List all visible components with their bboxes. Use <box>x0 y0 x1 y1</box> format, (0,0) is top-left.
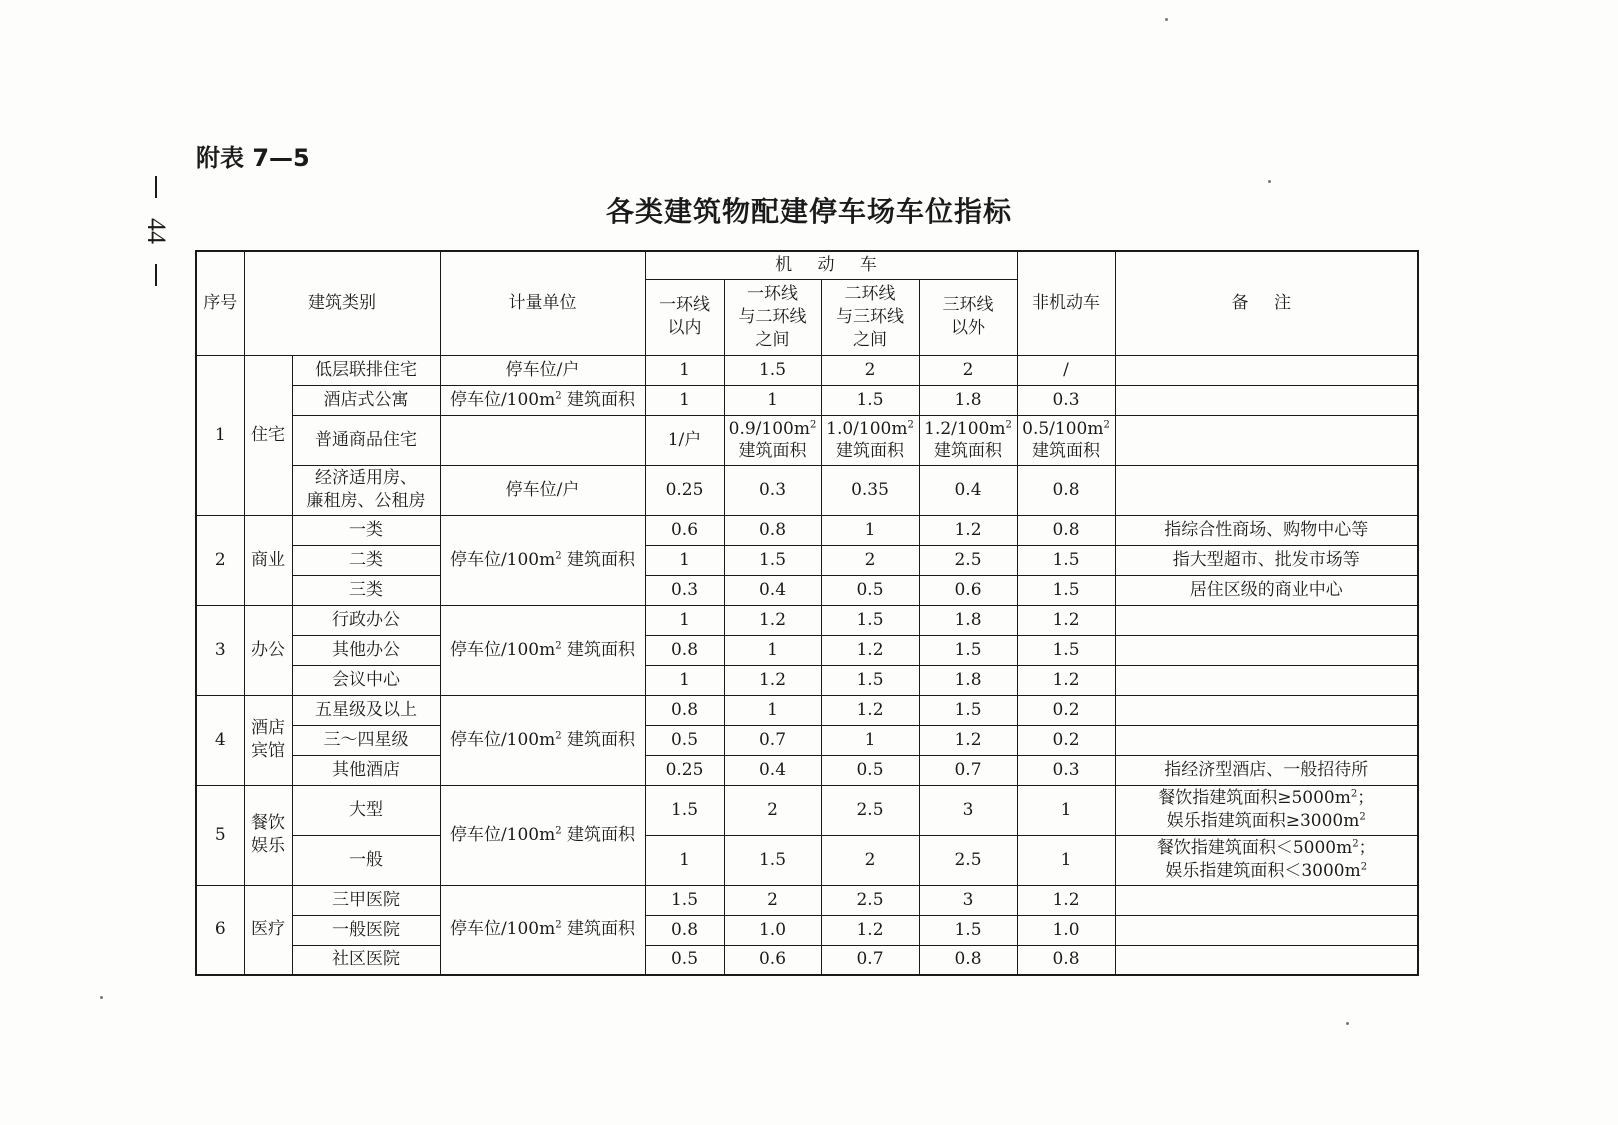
unit-cell <box>440 605 645 695</box>
header-unit: 计量单位 <box>440 251 645 355</box>
subcategory-cell: 其他办公 <box>292 635 440 665</box>
header-row-1 <box>196 251 1418 279</box>
table-row <box>196 515 1418 545</box>
unit-text-suffix: 建筑面积 <box>561 549 636 570</box>
value-c4-superscript: 2 <box>1005 419 1012 431</box>
subcategory-cell: 普通商品住宅 <box>292 415 440 465</box>
unit-text-prefix: 停车位/100m <box>449 729 556 750</box>
value-c3: 1 <box>821 515 919 545</box>
subcategory-cell: 社区医院 <box>292 945 440 975</box>
value-nm-line-1 <box>1020 418 1113 440</box>
value-c3-line-2: 建筑面积 <box>836 441 904 461</box>
unit-text-suffix: 建筑面积 <box>561 919 636 940</box>
unit-superscript: 2 <box>555 549 562 561</box>
value-c3: 2.5 <box>821 885 919 915</box>
value-nm: 0.3 <box>1017 385 1115 415</box>
value-c2: 0.6 <box>724 945 821 975</box>
value-nm: 0.8 <box>1017 945 1115 975</box>
remark-cell <box>1115 415 1418 465</box>
value-c2: 1.2 <box>724 605 821 635</box>
value-c3-line-1 <box>824 418 917 440</box>
remark-cell: 指经济型酒店、一般招待所 <box>1115 755 1418 785</box>
value-nm: 1.2 <box>1017 665 1115 695</box>
value-c2: 0.7 <box>724 725 821 755</box>
header-ring12-line-1: 一环线 <box>747 283 798 304</box>
value-nm: 1.0 <box>1017 915 1115 945</box>
value-nm-value: 0.5/100m <box>1022 419 1104 439</box>
value-c2-line-1 <box>727 418 819 440</box>
remark-punct: ； <box>1358 838 1376 858</box>
page-number-value: 44 <box>142 218 171 244</box>
table-row <box>196 635 1418 665</box>
header-ring23-line-3: 之间 <box>853 329 887 350</box>
value-c3: 1.2 <box>821 915 919 945</box>
table-row <box>196 545 1418 575</box>
value-nm: / <box>1017 355 1115 385</box>
subcategory-cell: 三类 <box>292 575 440 605</box>
unit-text-prefix: 停车位/100m <box>449 919 556 940</box>
value-c4: 2.5 <box>919 835 1017 885</box>
table-row <box>196 885 1418 915</box>
value-c2: 0.4 <box>724 575 821 605</box>
value-c3: 1.2 <box>821 695 919 725</box>
value-c3: 2 <box>821 545 919 575</box>
remark-line-2 <box>1118 860 1416 883</box>
remark-punct: ； <box>1357 788 1375 808</box>
value-c2-superscript: 2 <box>809 419 817 431</box>
subcategory-cell <box>292 465 440 515</box>
value-c3: 1.5 <box>821 665 919 695</box>
unit-cell <box>440 415 645 465</box>
value-c3: 0.5 <box>821 575 919 605</box>
value-c1: 0.8 <box>645 695 724 725</box>
remark-cell <box>1115 465 1418 515</box>
value-c2: 1.0 <box>724 915 821 945</box>
unit-cell <box>440 385 645 415</box>
value-c1: 0.5 <box>645 945 724 975</box>
remark-text: 餐饮指建筑面积＜5000m <box>1156 838 1353 858</box>
seq-cell: 2 <box>196 515 244 605</box>
unit-text-suffix: 建筑面积 <box>561 639 636 660</box>
remark-cell <box>1115 695 1418 725</box>
unit-cell <box>440 885 645 975</box>
subcategory-cell: 行政办公 <box>292 605 440 635</box>
unit-superscript: 2 <box>555 824 562 836</box>
category-line-2: 娱乐 <box>251 836 285 856</box>
value-c1: 1/户 <box>645 415 724 465</box>
unit-superscript: 2 <box>555 389 562 401</box>
remark-cell <box>1115 385 1418 415</box>
seq-cell: 6 <box>196 885 244 975</box>
value-c4: 0.4 <box>919 465 1017 515</box>
table-row <box>196 665 1418 695</box>
category-cell <box>244 785 292 885</box>
unit-cell <box>440 515 645 605</box>
annex-label: 附表 7—5 <box>196 144 310 172</box>
header-category: 建筑类别 <box>244 251 440 355</box>
value-c4: 1.8 <box>919 605 1017 635</box>
value-c1: 1 <box>645 835 724 885</box>
remark-cell <box>1115 605 1418 635</box>
value-nm: 1.5 <box>1017 545 1115 575</box>
value-c4-line-1 <box>922 418 1015 440</box>
header-ring12-line-2: 与二环线 <box>738 306 807 327</box>
table-row <box>196 755 1418 785</box>
remark-cell <box>1115 915 1418 945</box>
value-nm: 0.8 <box>1017 465 1115 515</box>
value-nm: 1 <box>1017 785 1115 835</box>
header-ring3 <box>919 279 1017 355</box>
header-ring1-line-2: 以内 <box>667 318 702 338</box>
remark-line-1 <box>1118 787 1416 810</box>
table-row <box>196 575 1418 605</box>
value-c4: 0.8 <box>919 945 1017 975</box>
value-nm: 0.2 <box>1017 695 1115 725</box>
remark-cell <box>1115 945 1418 975</box>
remark-text: 餐饮指建筑面积≥5000m <box>1158 788 1351 808</box>
value-c2: 1.2 <box>724 665 821 695</box>
value-c2-line-2: 建筑面积 <box>738 441 807 461</box>
parking-standards-table <box>195 250 1419 976</box>
unit-superscript: 2 <box>555 919 562 931</box>
value-c2: 0.4 <box>724 755 821 785</box>
subcategory-cell: 二类 <box>292 545 440 575</box>
value-c2: 2 <box>724 785 821 835</box>
remark-cell <box>1115 665 1418 695</box>
remark-cell <box>1115 885 1418 915</box>
header-ring3-line-2: 以外 <box>951 318 985 338</box>
value-c4: 1.8 <box>919 665 1017 695</box>
unit-text-suffix: 建筑面积 <box>561 729 636 750</box>
value-c2-value: 0.9/100m <box>728 419 810 439</box>
scan-speck <box>1165 18 1168 21</box>
value-nm: 0.3 <box>1017 755 1115 785</box>
unit-cell <box>440 465 645 515</box>
value-c1: 1.5 <box>645 785 724 835</box>
table-row <box>196 355 1418 385</box>
header-nonmotor: 非机动车 <box>1017 251 1115 355</box>
value-c3: 1.5 <box>821 605 919 635</box>
value-c3 <box>821 415 919 465</box>
value-nm-superscript: 2 <box>1103 419 1110 431</box>
table-row <box>196 945 1418 975</box>
value-c3: 1 <box>821 725 919 755</box>
value-c2: 2 <box>724 885 821 915</box>
value-c2: 0.8 <box>724 515 821 545</box>
value-c4: 3 <box>919 785 1017 835</box>
value-c1: 0.25 <box>645 465 724 515</box>
remark-cell <box>1115 635 1418 665</box>
unit-text-prefix: 停车位/100m <box>449 549 556 570</box>
category-cell: 医疗 <box>244 885 292 975</box>
value-c4: 1.2 <box>919 725 1017 755</box>
subcategory-cell: 酒店式公寓 <box>292 385 440 415</box>
scan-speck <box>1268 180 1271 183</box>
unit-cell <box>440 785 645 885</box>
remark-line-2 <box>1118 810 1416 833</box>
header-ring3-line-1: 三环线 <box>942 295 994 315</box>
subcategory-cell: 大型 <box>292 785 440 835</box>
table-title: 各类建筑物配建停车场车位指标 <box>605 195 1012 228</box>
header-ring12-line-3: 之间 <box>755 329 790 350</box>
unit-superscript: 2 <box>555 639 562 651</box>
unit-text: 停车位/户 <box>505 479 580 500</box>
value-c3: 2 <box>821 355 919 385</box>
subcategory-cell: 三甲医院 <box>292 885 440 915</box>
header-remark: 备 注 <box>1115 251 1418 355</box>
value-c4-value: 1.2/100m <box>924 419 1006 439</box>
subcategory-line-1: 经济适用房、 <box>315 468 417 488</box>
header-ring23-line-1: 二环线 <box>844 283 896 304</box>
subcategory-cell: 其他酒店 <box>292 755 440 785</box>
category-cell <box>244 695 292 785</box>
table-row <box>196 915 1418 945</box>
value-c4: 2 <box>919 355 1017 385</box>
remark-superscript: 2 <box>1359 811 1366 823</box>
value-c1: 0.8 <box>645 915 724 945</box>
unit-cell <box>440 355 645 385</box>
category-cell: 办公 <box>244 605 292 695</box>
table-row <box>196 415 1418 465</box>
remark-text: 娱乐指建筑面积≥3000m <box>1166 811 1360 831</box>
remark-superscript: 2 <box>1350 788 1358 800</box>
value-c3: 0.7 <box>821 945 919 975</box>
seq-cell: 5 <box>196 785 244 885</box>
remark-cell <box>1115 725 1418 755</box>
remark-text: 娱乐指建筑面积＜3000m <box>1165 861 1361 881</box>
value-c4: 1.8 <box>919 385 1017 415</box>
table-row <box>196 785 1418 835</box>
value-nm-line-2: 建筑面积 <box>1032 441 1100 461</box>
unit-text-suffix: 建筑面积 <box>561 389 636 410</box>
value-c3-value: 1.0/100m <box>826 419 908 439</box>
scan-speck <box>100 996 103 999</box>
header-motor: 机 动 车 <box>645 251 1017 279</box>
category-cell: 商业 <box>244 515 292 605</box>
subcategory-cell: 低层联排住宅 <box>292 355 440 385</box>
value-c4: 1.2 <box>919 515 1017 545</box>
seq-cell: 4 <box>196 695 244 785</box>
value-c3: 1.2 <box>821 635 919 665</box>
table-row <box>196 725 1418 755</box>
remark-line-1 <box>1118 837 1416 860</box>
subcategory-cell: 一类 <box>292 515 440 545</box>
value-c2: 0.3 <box>724 465 821 515</box>
value-c2: 1.5 <box>724 355 821 385</box>
unit-text-suffix: 建筑面积 <box>561 824 636 845</box>
remark-cell: 居住区级的商业中心 <box>1115 575 1418 605</box>
value-nm: 1.5 <box>1017 575 1115 605</box>
value-c1: 0.6 <box>645 515 724 545</box>
seq-cell: 1 <box>196 355 244 515</box>
value-c1: 1 <box>645 665 724 695</box>
value-nm: 1.2 <box>1017 605 1115 635</box>
unit-superscript: 2 <box>555 729 562 741</box>
category-line-1: 酒店 <box>251 718 285 738</box>
value-c2: 1 <box>724 695 821 725</box>
header-ring23-line-2: 与三环线 <box>836 306 904 327</box>
value-c2: 1 <box>724 385 821 415</box>
subcategory-cell: 五星级及以上 <box>292 695 440 725</box>
value-c1: 1 <box>645 355 724 385</box>
remark-superscript: 2 <box>1360 861 1368 873</box>
subcategory-cell: 三～四星级 <box>292 725 440 755</box>
category-line-2: 宾馆 <box>251 741 285 761</box>
category-line-1: 餐饮 <box>251 813 285 833</box>
value-c2: 1.5 <box>724 545 821 575</box>
value-c3: 2.5 <box>821 785 919 835</box>
value-c3-superscript: 2 <box>907 419 914 431</box>
value-c4: 3 <box>919 885 1017 915</box>
unit-text-prefix: 停车位/100m <box>449 824 556 845</box>
subcategory-line-2: 廉租房、公租房 <box>306 491 426 511</box>
value-c2: 1 <box>724 635 821 665</box>
value-nm: 1.2 <box>1017 885 1115 915</box>
table-row <box>196 465 1418 515</box>
scan-speck <box>1346 1022 1349 1025</box>
header-ring23 <box>821 279 919 355</box>
value-c1: 1 <box>645 385 724 415</box>
value-c4: 1.5 <box>919 635 1017 665</box>
subcategory-cell: 会议中心 <box>292 665 440 695</box>
value-nm <box>1017 415 1115 465</box>
category-cell: 住宅 <box>244 355 292 515</box>
value-c1: 0.3 <box>645 575 724 605</box>
header-ring12 <box>724 279 821 355</box>
value-nm: 0.8 <box>1017 515 1115 545</box>
value-c1: 0.25 <box>645 755 724 785</box>
value-c1: 1 <box>645 545 724 575</box>
table-row <box>196 605 1418 635</box>
header-seq: 序号 <box>196 251 244 355</box>
seq-cell: 3 <box>196 605 244 695</box>
value-nm: 1.5 <box>1017 635 1115 665</box>
subcategory-cell: 一般医院 <box>292 915 440 945</box>
remark-cell <box>1115 785 1418 835</box>
value-c1: 0.8 <box>645 635 724 665</box>
value-c4: 1.5 <box>919 695 1017 725</box>
value-c3: 0.35 <box>821 465 919 515</box>
value-c4 <box>919 415 1017 465</box>
value-nm: 1 <box>1017 835 1115 885</box>
page-number-dash-bottom <box>155 264 157 286</box>
remark-cell <box>1115 835 1418 885</box>
value-c3: 2 <box>821 835 919 885</box>
value-c1: 0.5 <box>645 725 724 755</box>
table-row <box>196 695 1418 725</box>
unit-cell <box>440 695 645 785</box>
remark-cell: 指大型超市、批发市场等 <box>1115 545 1418 575</box>
value-c2: 1.5 <box>724 835 821 885</box>
value-c2 <box>724 415 821 465</box>
table-row <box>196 835 1418 885</box>
value-c4: 1.5 <box>919 915 1017 945</box>
unit-text: 停车位/户 <box>505 359 580 380</box>
header-ring1 <box>645 279 724 355</box>
table-row <box>196 385 1418 415</box>
value-c3: 0.5 <box>821 755 919 785</box>
value-c4: 2.5 <box>919 545 1017 575</box>
remark-cell <box>1115 355 1418 385</box>
header-ring1-line-1: 一环线 <box>659 295 710 315</box>
remark-superscript: 2 <box>1352 838 1359 850</box>
unit-text-prefix: 停车位/100m <box>449 389 556 410</box>
value-c4-line-2: 建筑面积 <box>934 441 1002 461</box>
unit-text-prefix: 停车位/100m <box>449 639 556 660</box>
value-nm: 0.2 <box>1017 725 1115 755</box>
value-c4: 0.7 <box>919 755 1017 785</box>
remark-cell: 指综合性商场、购物中心等 <box>1115 515 1418 545</box>
table-body <box>196 251 1418 975</box>
value-c1: 1 <box>645 605 724 635</box>
value-c1: 1.5 <box>645 885 724 915</box>
subcategory-cell: 一般 <box>292 835 440 885</box>
value-c3: 1.5 <box>821 385 919 415</box>
value-c4: 0.6 <box>919 575 1017 605</box>
